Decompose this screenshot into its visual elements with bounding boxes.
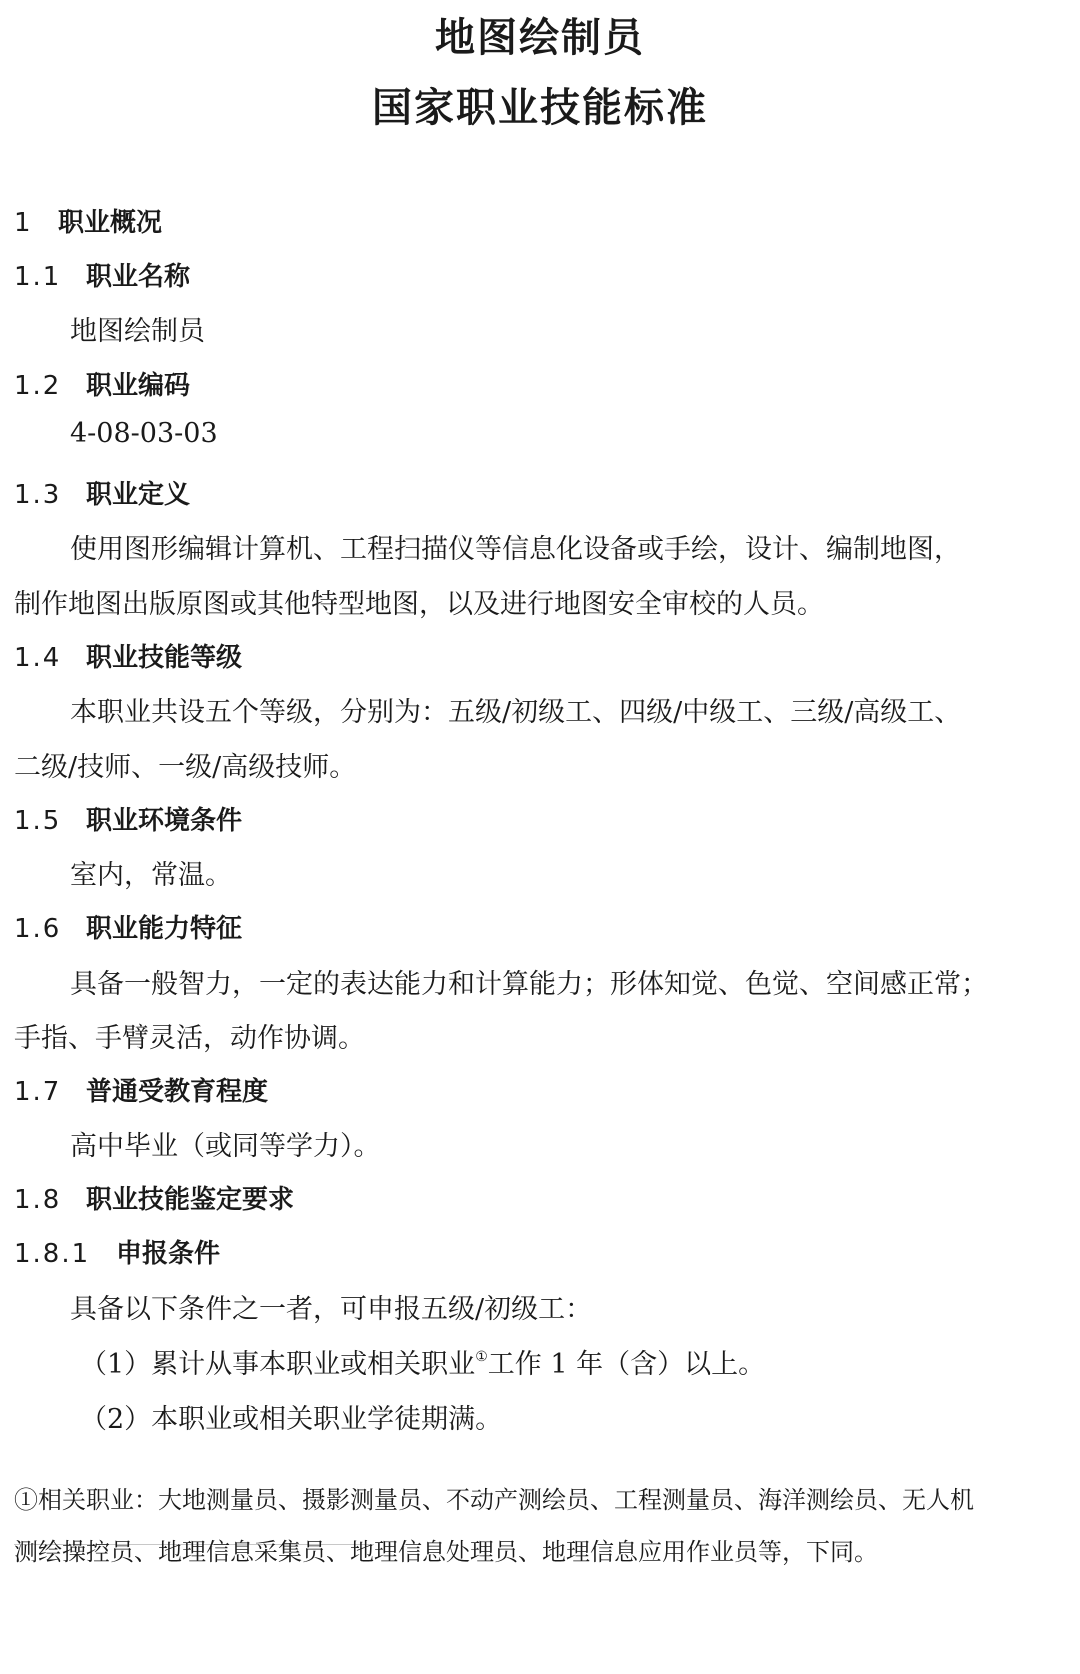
footnote-line2: 测绘操控员、地理信息采集员、地理信息处理员、地理信息应用作业员等，下同。 — [14, 1538, 878, 1566]
footnote-mark: ① — [14, 1486, 38, 1514]
section-number: 1.1 — [14, 262, 62, 292]
condition-item-1 — [80, 1342, 765, 1381]
section-1-4-body-line1: 本职业共设五个等级，分别为：五级/初级工、四级/中级工、三级/高级工、 — [70, 697, 962, 728]
section-number: 1.6 — [14, 914, 62, 944]
section-title: 职业概况 — [58, 208, 163, 238]
section-1-4-body-line2: 二级/技师、一级/高级技师。 — [14, 752, 357, 783]
section-1-heading — [14, 202, 162, 239]
section-1-6-body-line1: 具备一般智力，一定的表达能力和计算能力；形体知觉、色觉、空间感正常； — [70, 969, 988, 1000]
section-1-1-heading — [14, 256, 190, 293]
condition-item-1-text-end: 工作 1 年（含）以上。 — [487, 1349, 766, 1380]
section-1-2-body: 4-08-03-03 — [70, 418, 218, 449]
section-title: 申报条件 — [116, 1239, 221, 1269]
section-number: 1.8 — [14, 1185, 62, 1215]
footnote-reference-mark[interactable]: ① — [475, 1349, 488, 1365]
section-1-8-1-heading — [14, 1233, 220, 1270]
section-1-8-1-intro: 具备以下条件之一者，可申报五级/初级工： — [70, 1294, 593, 1325]
section-title: 职业能力特征 — [86, 914, 243, 944]
section-1-1-body: 地图绘制员 — [70, 316, 205, 347]
section-1-6-body-line2: 手指、手臂灵活，动作协调。 — [14, 1023, 365, 1054]
section-1-3-body-line2: 制作地图出版原图或其他特型地图，以及进行地图安全审校的人员。 — [14, 589, 824, 620]
section-1-4-heading — [14, 637, 242, 674]
section-1-3-body-line1: 使用图形编辑计算机、工程扫描仪等信息化设备或手绘，设计、编制地图， — [70, 534, 961, 565]
section-1-8-heading — [14, 1179, 294, 1216]
section-1-2-heading — [14, 365, 190, 402]
footnote-text: 相关职业：大地测量员、摄影测量员、不动产测绘员、工程测量员、海洋测绘员、无人机 — [38, 1486, 974, 1514]
section-number: 1.3 — [14, 480, 62, 510]
section-1-6-heading — [14, 908, 242, 945]
section-number: 1.8.1 — [14, 1239, 91, 1269]
section-1-5-heading — [14, 800, 242, 837]
section-number: 1.7 — [14, 1077, 62, 1107]
section-number: 1.2 — [14, 371, 62, 401]
section-1-5-body: 室内，常温。 — [70, 860, 232, 891]
section-1-3-heading — [14, 474, 190, 511]
footnote-line1 — [14, 1480, 974, 1515]
condition-item-2: （2）本职业或相关职业学徒期满。 — [80, 1404, 503, 1435]
document-title-line2: 国家职业技能标准 — [372, 85, 708, 131]
section-number: 1 — [14, 208, 33, 238]
section-title: 职业环境条件 — [86, 806, 243, 836]
section-1-7-body: 高中毕业（或同等学力）。 — [70, 1131, 381, 1162]
section-title: 职业技能鉴定要求 — [86, 1185, 295, 1215]
section-title: 普通受教育程度 — [86, 1077, 269, 1107]
section-1-7-heading — [14, 1071, 268, 1108]
document-title-line1: 地图绘制员 — [435, 15, 645, 61]
condition-item-1-text: （1）累计从事本职业或相关职业 — [80, 1349, 476, 1380]
section-title: 职业编码 — [86, 371, 191, 401]
section-number: 1.4 — [14, 643, 62, 673]
section-title: 职业技能等级 — [86, 643, 243, 673]
section-title: 职业名称 — [86, 262, 191, 292]
section-number: 1.5 — [14, 806, 62, 836]
section-title: 职业定义 — [86, 480, 191, 510]
